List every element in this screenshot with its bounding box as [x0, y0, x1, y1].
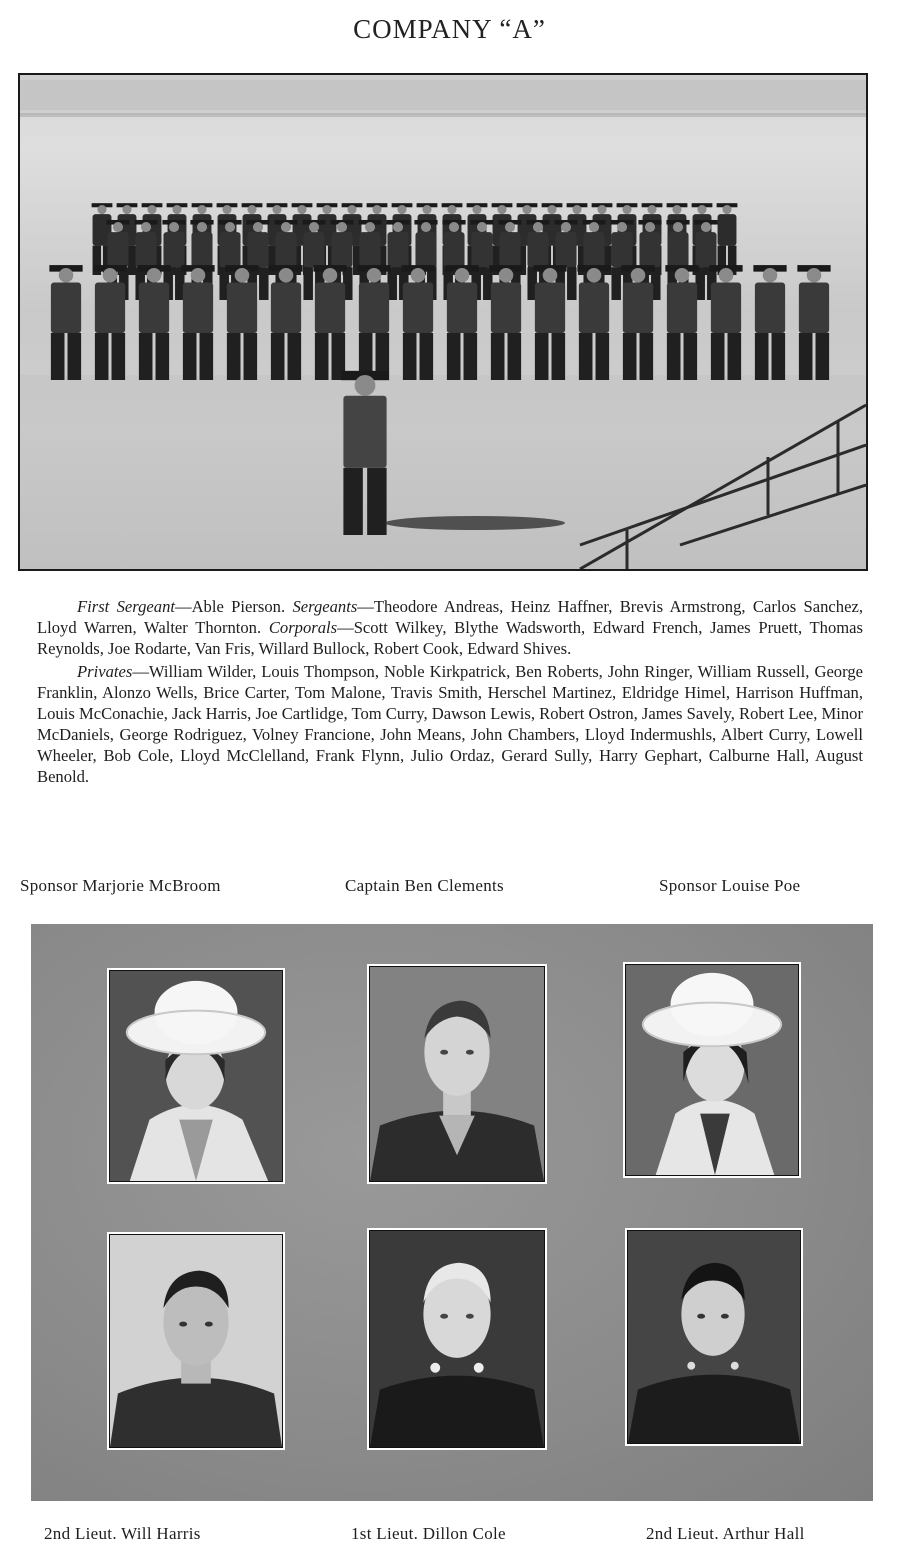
group-photo-image	[20, 75, 866, 569]
portrait-photo	[628, 1231, 800, 1443]
rank-label: Corporals	[268, 618, 338, 637]
soldier-figure	[797, 265, 830, 380]
page-title: COMPANY “A”	[353, 14, 546, 44]
portrait-lieut-hall	[625, 1228, 803, 1446]
soldier-figure	[753, 265, 786, 380]
rank-label: Sergeants	[292, 597, 358, 616]
portrait-captain-clements	[367, 964, 547, 1184]
portrait-lieut-harris	[107, 1232, 285, 1450]
rank-label: First Sergeant	[77, 597, 175, 616]
caption-lieut-cole: 1st Lieut. Dillon Cole	[351, 1524, 506, 1543]
rank-names: William Wilder, Louis Thompson, Noble Kirkpatrick, Ben Roberts, John Ringer, William Russell, George Franklin, Alonzo Wells, Brice Carter, Tom Malone, Travis Smith, Herschel Martinez, Eldridge Himel, Harrison Huffman, Louis McConachie, Jack Harris, Joe Cartlidge, Tom Curry, Dawson Lewis, Robert Ostron, James Savely, Robert Lee, Minor McDaniels, George Rodriguez, Volney Francione, John Means, John Chambers, Lloyd Indermushls, Albert Curry, Lowell Wheeler, Bob Cole, Lloyd McClelland, Frank Flynn, Julio Ordaz, Gerard Sully, Harry Gephart, Calburne Hall, August Benold.	[37, 662, 863, 786]
caption-lieut-harris: 2nd Lieut. Will Harris	[44, 1524, 201, 1543]
caption-captain-clements: Captain Ben Clements	[345, 876, 504, 895]
rank-names: Scott Wilkey, Blythe Wadsworth, Edward French, James Pruett, Thomas Reynolds, Joe Rodarte, Van Fris, Willard Bullock, Robert Cook, Edward Shives.	[37, 618, 863, 658]
portrait-photo	[370, 1231, 544, 1447]
portrait-photo	[626, 965, 798, 1175]
portrait-sponsor-poe	[623, 962, 801, 1178]
soldier-figure	[49, 265, 82, 380]
rank-names: Theodore Andreas, Heinz Haffner, Brevis Armstrong, Carlos Sanchez, Lloyd Warren, Walter Thornton.	[37, 597, 863, 637]
portrait-photo	[370, 967, 544, 1181]
caption-lieut-hall: 2nd Lieut. Arthur Hall	[646, 1524, 805, 1543]
soldier-figure	[717, 203, 738, 275]
rank-names: Able Pierson.	[191, 597, 286, 616]
officers-paragraph: First Sergeant—Able Pierson. Sergeants—Theodore Andreas, Heinz Haffner, Brevis Armstrong, Carlos Sanchez, Lloyd Warren, Walter Thornton. Corporals—Scott Wilkey, Blythe Wadsworth, Edward French, James Pruett, Thomas Reynolds, Joe Rodarte, Van Fris, Willard Bullock, Robert Cook, Edward Shives.	[37, 597, 863, 658]
portrait-photo	[110, 1235, 282, 1447]
portrait-photo	[110, 971, 282, 1181]
portrait-lieut-cole	[367, 1228, 547, 1450]
portrait-board	[31, 924, 873, 1501]
soldier-figure	[577, 265, 610, 380]
privates-paragraph: Privates—William Wilder, Louis Thompson, Noble Kirkpatrick, Ben Roberts, John Ringer, William Russell, George Franklin, Alonzo Wells, Brice Carter, Tom Malone, Travis Smith, Herschel Martinez, Eldridge Himel, Harrison Huffman, Louis McConachie, Jack Harris, Joe Cartlidge, Tom Curry, Dawson Lewis, Robert Ostron, James Savely, Robert Lee, Minor McDaniels, George Rodriguez, Volney Francione, John Means, John Chambers, Lloyd Indermushls, Albert Curry, Lowell Wheeler, Bob Cole, Lloyd McClelland, Frank Flynn, Julio Ordaz, Gerard Sully, Harry Gephart, Calburne Hall, August Benold.	[37, 662, 863, 786]
soldier-figure	[269, 265, 302, 380]
caption-sponsor-poe: Sponsor Louise Poe	[659, 876, 801, 895]
portrait-sponsor-mcbroom	[107, 968, 285, 1184]
company-group-photo	[18, 73, 868, 571]
caption-sponsor-mcbroom: Sponsor Marjorie McBroom	[20, 876, 221, 895]
roster-text	[37, 596, 863, 787]
rank-label: Privates	[77, 662, 133, 681]
